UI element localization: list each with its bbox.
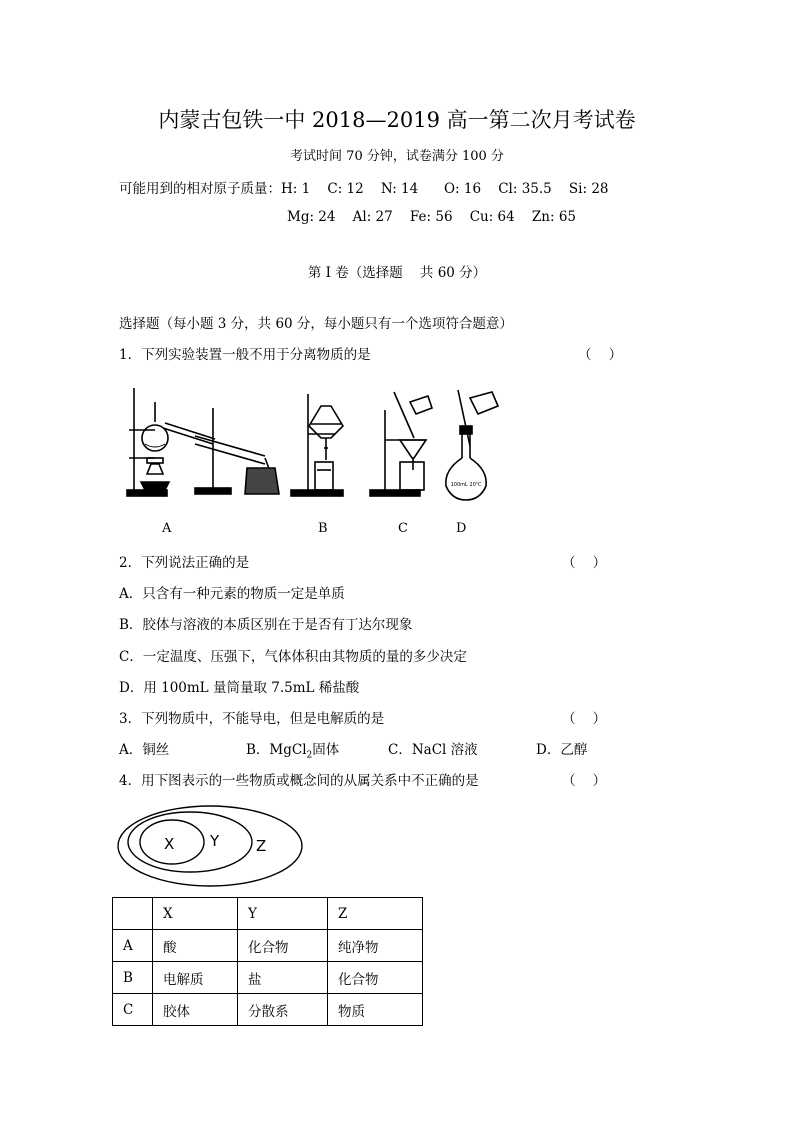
q4-venn-diagram [118, 802, 308, 892]
q1-answer-paren: （ ） [578, 347, 623, 363]
table-cell: Y [238, 898, 328, 930]
table-cell: 酸 [153, 930, 238, 962]
table-cell: A [113, 930, 153, 962]
atomic-masses-line1: 可能用到的相对原子质量：H: 1 C: 12 N: 14 O: 16 Cl: 35.5 Si: 28 [119, 181, 609, 197]
exam-subtitle: 考试时间 70 分钟，试卷满分 100 分 [290, 149, 504, 164]
table-row [113, 962, 423, 994]
table-cell: 纯净物 [328, 930, 423, 962]
q4-answer-paren: （ ） [562, 773, 607, 789]
table-cell: 化合物 [238, 930, 328, 962]
flask-label: 100mL 20℃ [450, 482, 482, 488]
q2-option-d: D．用 100mL 量筒量取 7.5mL 稀盐酸 [119, 680, 360, 696]
q4-table [112, 897, 423, 1026]
q1-label-c: C [398, 521, 408, 536]
q4-stem: 4．用下图表示的一些物质或概念间的从属关系中不正确的是 [119, 773, 479, 789]
q2-answer-paren: （ ） [562, 555, 607, 571]
table-cell: 电解质 [153, 962, 238, 994]
table-cell: 盐 [238, 962, 328, 994]
venn-label-y: Y [210, 832, 220, 850]
table-cell: C [113, 994, 153, 1026]
q2-option-b: B．胶体与溶液的本质区别在于是否有丁达尔现象 [119, 617, 413, 633]
q3-stem: 3．下列物质中，不能导电，但是电解质的是 [119, 711, 385, 727]
venn-label-x: X [164, 835, 175, 853]
table-cell: 化合物 [328, 962, 423, 994]
q3-option-d: D．乙醇 [536, 742, 588, 758]
table-row [113, 930, 423, 962]
q3-option-b: B．MgCl$_2$固体 [246, 742, 340, 761]
apparatus-c-filtration [370, 390, 434, 500]
q3-option-c: C．NaCl 溶液 [388, 742, 478, 758]
table-cell [113, 898, 153, 930]
atomic-masses-line2: Mg: 24 Al: 27 Fe: 56 Cu: 64 Zn: 65 [287, 209, 576, 225]
apparatus-b-separatory-funnel [291, 390, 353, 500]
venn-label-z: Z [256, 837, 267, 855]
exam-title: 内蒙古包铁一中 2018—2019 高一第二次月考试卷 [158, 108, 636, 132]
q2-stem: 2．下列说法正确的是 [119, 555, 250, 571]
q3-option-a: A．铜丝 [119, 742, 170, 758]
table-cell: B [113, 962, 153, 994]
q2-option-a: A．只含有一种元素的物质一定是单质 [119, 586, 345, 602]
section-title: 第 I 卷（选择题 共 60 分） [307, 265, 487, 281]
q2-option-c: C．一定温度、压强下，气体体积由其物质的量的多少决定 [119, 649, 467, 665]
q1-label-a: A [162, 521, 172, 536]
table-row [113, 994, 423, 1026]
q1-stem: 1．下列实验装置一般不用于分离物质的是 [119, 347, 371, 363]
q1-label-b: B [318, 521, 328, 536]
table-cell: 胶体 [153, 994, 238, 1026]
apparatus-d-volumetric-flask [440, 386, 510, 506]
q3-answer-paren: （ ） [562, 711, 607, 727]
table-cell: Z [328, 898, 423, 930]
apparatus-a-distillation [125, 378, 285, 500]
section-instructions: 选择题（每小题 3 分，共 60 分，每小题只有一个选项符合题意） [119, 316, 513, 332]
table-cell: 分散系 [238, 994, 328, 1026]
table-header-row [113, 898, 423, 930]
table-cell: 物质 [328, 994, 423, 1026]
table-cell: X [153, 898, 238, 930]
q1-label-d: D [456, 521, 467, 536]
